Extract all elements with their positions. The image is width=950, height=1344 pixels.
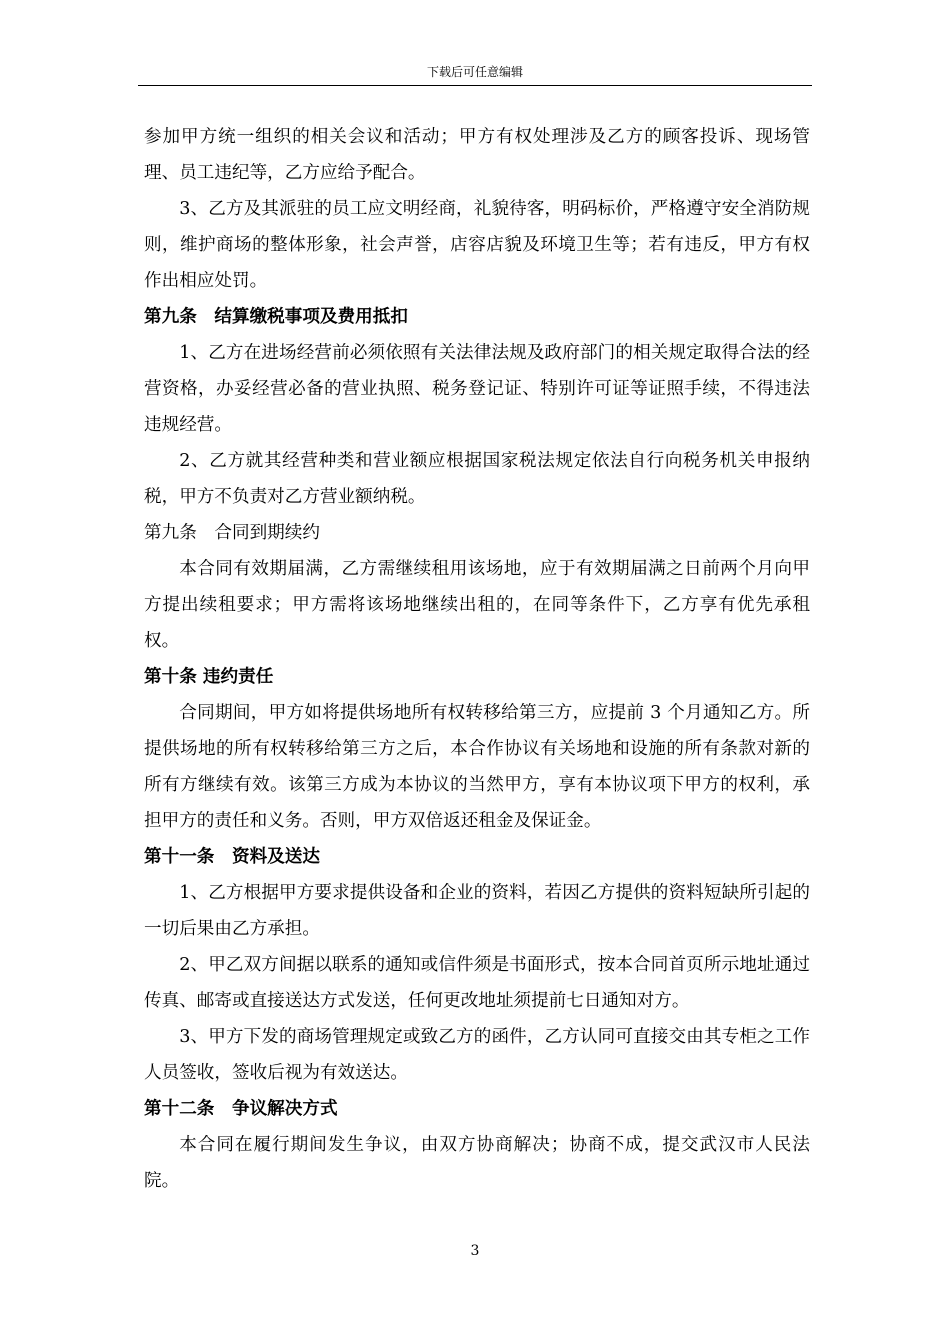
paragraph: 3、甲方下发的商场管理规定或致乙方的函件，乙方认同可直接交由其专柜之工作人员签收，签收后视为有效送达。	[144, 1027, 810, 1083]
paragraph: 1、乙方根据甲方要求提供设备和企业的资料，若因乙方提供的资料短缺所引起的一切后果由乙方承担。	[144, 883, 810, 939]
paragraph: 合同期间，甲方如将提供场地所有权转移给第三方，应提前 3 个月通知乙方。所提供场地的所有权转移给第三方之后，本合作协议有关场地和设施的所有条款对新的所有方继续有效。该第三方成为本协议的当然甲方，享有本协议项下甲方的权利，承担甲方的责任和义务。否则，甲方双倍返还租金及保证金。	[144, 703, 810, 831]
contract-body	[144, 119, 810, 1199]
section-heading: 第十二条 争议解决方式	[144, 1098, 338, 1119]
paragraph: 3、乙方及其派驻的员工应文明经商，礼貌待客，明码标价，严格遵守安全消防规则，维护商场的整体形象，社会声誉，店容店貌及环境卫生等；若有违反，甲方有权作出相应处罚。	[144, 199, 810, 291]
page-header: 下载后可任意编辑	[426, 65, 523, 79]
section-heading: 第十条 违约责任	[144, 666, 274, 687]
paragraph: 2、甲乙双方间据以联系的通知或信件须是书面形式，按本合同首页所示地址通过传真、邮寄或直接送达方式发送，任何更改地址须提前七日通知对方。	[144, 955, 810, 1011]
paragraph: 本合同在履行期间发生争议，由双方协商解决；协商不成，提交武汉市人民法院。	[144, 1135, 810, 1191]
section-heading: 第九条 合同到期续约	[144, 523, 320, 543]
page-number: 3	[470, 1243, 480, 1259]
paragraph: 1、乙方在进场经营前必须依照有关法律法规及政府部门的相关规定取得合法的经营资格，办妥经营必备的营业执照、税务登记证、特别许可证等证照手续，不得违法违规经营。	[144, 343, 810, 435]
section-heading: 第九条 结算缴税事项及费用抵扣	[144, 306, 408, 327]
paragraph: 2、乙方就其经营种类和营业额应根据国家税法规定依法自行向税务机关申报纳税，甲方不负责对乙方营业额纳税。	[144, 451, 810, 507]
section-heading: 第十一条 资料及送达	[144, 846, 320, 867]
header-divider	[138, 85, 812, 86]
paragraph: 本合同有效期届满，乙方需继续租用该场地，应于有效期届满之日前两个月向甲方提出续租要求；甲方需将该场地继续出租的，在同等条件下，乙方享有优先承租权。	[144, 559, 810, 651]
paragraph: 参加甲方统一组织的相关会议和活动；甲方有权处理涉及乙方的顾客投诉、现场管理、员工违纪等，乙方应给予配合。	[144, 127, 810, 183]
